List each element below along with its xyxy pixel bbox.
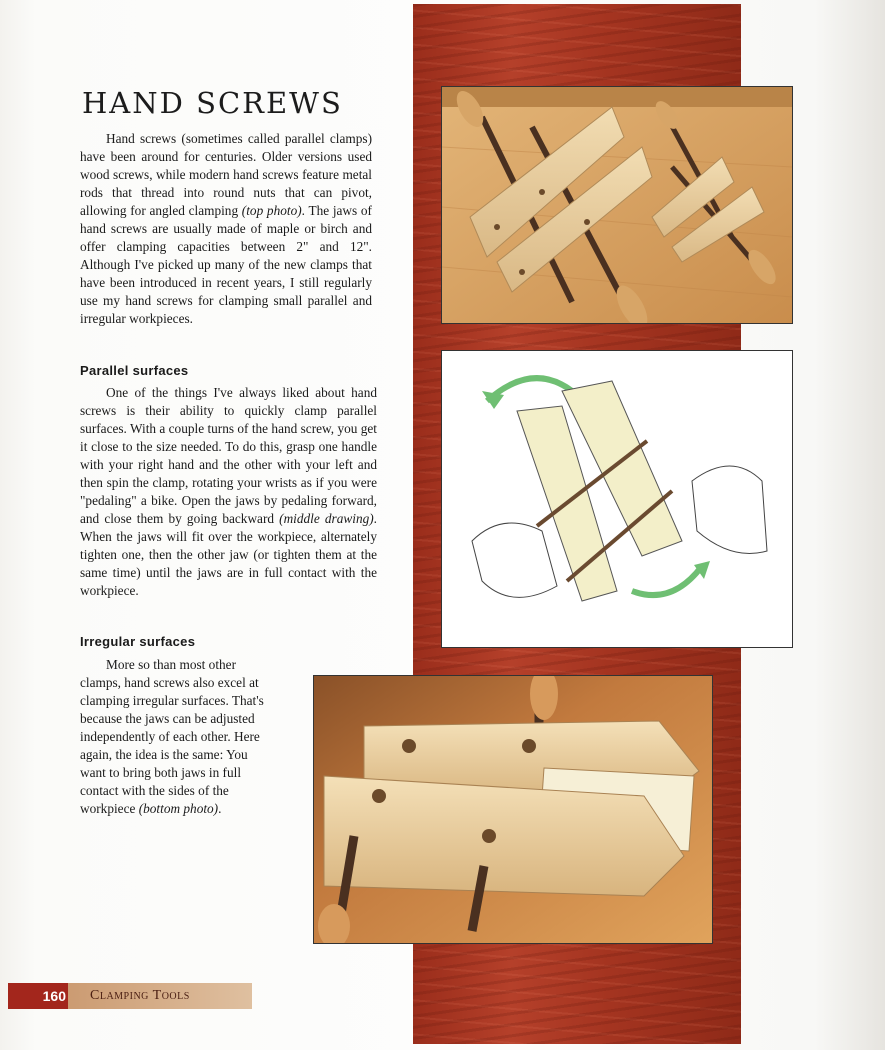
intro-paragraph (80, 130, 372, 328)
irregular-text-b: . (218, 801, 222, 816)
parallel-heading: Parallel surfaces (80, 363, 189, 378)
intro-text-b: . The jaws of hand screws are usually made of maple or birch and offer clamping capacities between 2" and 12". Although I've picked up many of the new clamps that have been introduced in recent years, I still regularly use my hand screws for clamping small parallel and irregular workpieces. (80, 203, 372, 326)
page-footer (8, 983, 252, 1009)
parallel-text-a: One of the things I've always liked about hand screws is their ability to quickly clamp parallel surfaces. With a couple turns of the hand screw, you get it close to the size needed. To do this, grasp one handle with your right hand and the other with your left and then spin the clamp, rotating your wrists as if you were "pedaling" a bike. Open the jaws by pedaling forward, and close them by going backward (80, 385, 377, 526)
irregular-paragraph (80, 656, 273, 818)
page-title: HAND SCREWS (82, 86, 343, 120)
irregular-text-a: More so than most other clamps, hand screws also excel at clamping irregular surfaces. That's because the jaws can be adjusted independently of each other. Here again, the idea is the same: You want to bring both jaws in full contact with the sides of the workpiece (80, 657, 264, 816)
parallel-figure-ref: (middle drawing) (279, 511, 374, 526)
parallel-paragraph (80, 384, 377, 600)
rotation-arrow-bottom (632, 566, 702, 595)
page-number-text: 160 (42, 988, 66, 1004)
intro-figure-ref: (top photo) (241, 203, 302, 218)
irregular-clamp-photo-illustration (314, 676, 712, 943)
parallel-text-b: . When the jaws will fit over the workpiece, alternately tighten one, then the other jaw (or tighten them at the same time) until the jaws are in full contact with the workpiece. (80, 511, 377, 598)
hand-screws-photo-illustration (442, 87, 792, 323)
middle-drawing (441, 350, 793, 648)
irregular-heading: Irregular surfaces (80, 634, 196, 649)
page-number (8, 983, 68, 1009)
pedaling-clamp-illustration (442, 351, 792, 647)
irregular-figure-ref: (bottom photo) (138, 801, 219, 816)
bottom-photo (313, 675, 713, 944)
top-photo (441, 86, 793, 324)
intro-text-a: Hand screws (sometimes called parallel clamps) have been around for centuries. Older versions used wood screws, while modern hand screws feature metal rods that thread into round nuts that can pivot, allowing for angled clamping (80, 131, 372, 218)
section-title: Clamping Tools (90, 988, 190, 1003)
